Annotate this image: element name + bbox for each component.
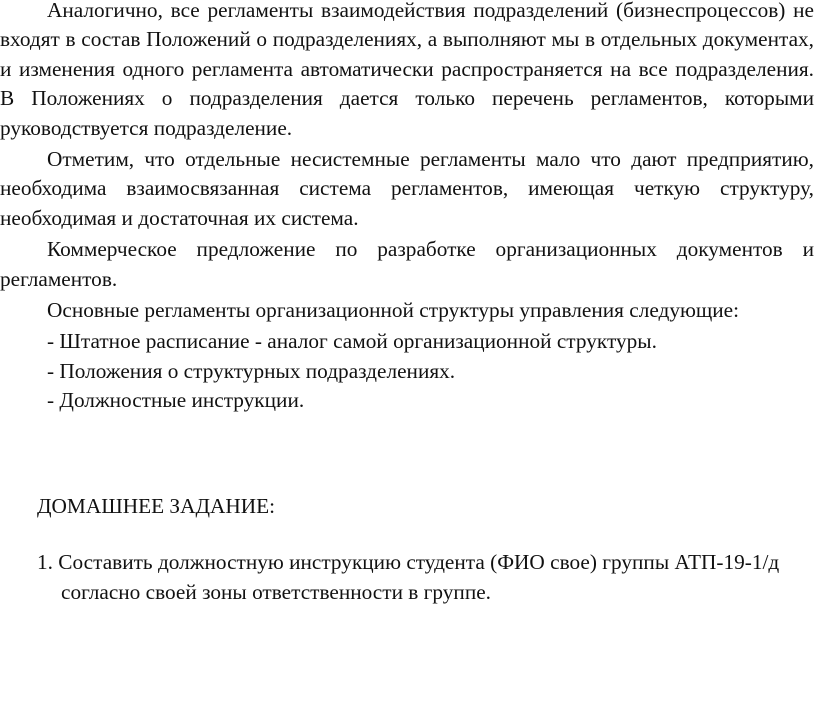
paragraph-regulations-interaction: Аналогично, все регламенты взаимодействия подразделений (бизнеспроцессов) не входят в состав Положений о подразделениях, а выполняют мы в отдельных документах, и изменения одного регламента автоматически распространяется на все подразделения. В Положениях о подразделения дается только перечень регламентов, которыми руководствуется подразделение. — [0, 0, 814, 140]
list-item-staff-schedule: - Штатное расписание - аналог самой организационной структуры. — [47, 329, 657, 354]
paragraph-main-regulations: Основные регламенты организационной структуры управления следующие: — [47, 298, 740, 323]
paragraph-system-of-regulations: Отметим, что отдельные несистемные регламенты мало что дают предприятию, необходима взаимосвязанная система регламентов, имеющая четкую структуру, необходимая и достаточная их система. — [0, 147, 814, 230]
homework-heading: ДОМАШНЕЕ ЗАДАНИЕ: — [37, 493, 276, 518]
homework-task-1: 1. Составить должностную инструкцию студента (ФИО свое) группы АТП-19-1/д согласно своей зоны ответственности в группе. — [37, 550, 780, 604]
list-item-job-descriptions: - Должностные инструкции. — [47, 388, 305, 413]
list-item-department-regulations: - Положения о структурных подразделениях. — [47, 358, 456, 383]
paragraph-commercial-offer: Коммерческое предложение по разработке организационных документов и регламентов. — [0, 237, 814, 291]
